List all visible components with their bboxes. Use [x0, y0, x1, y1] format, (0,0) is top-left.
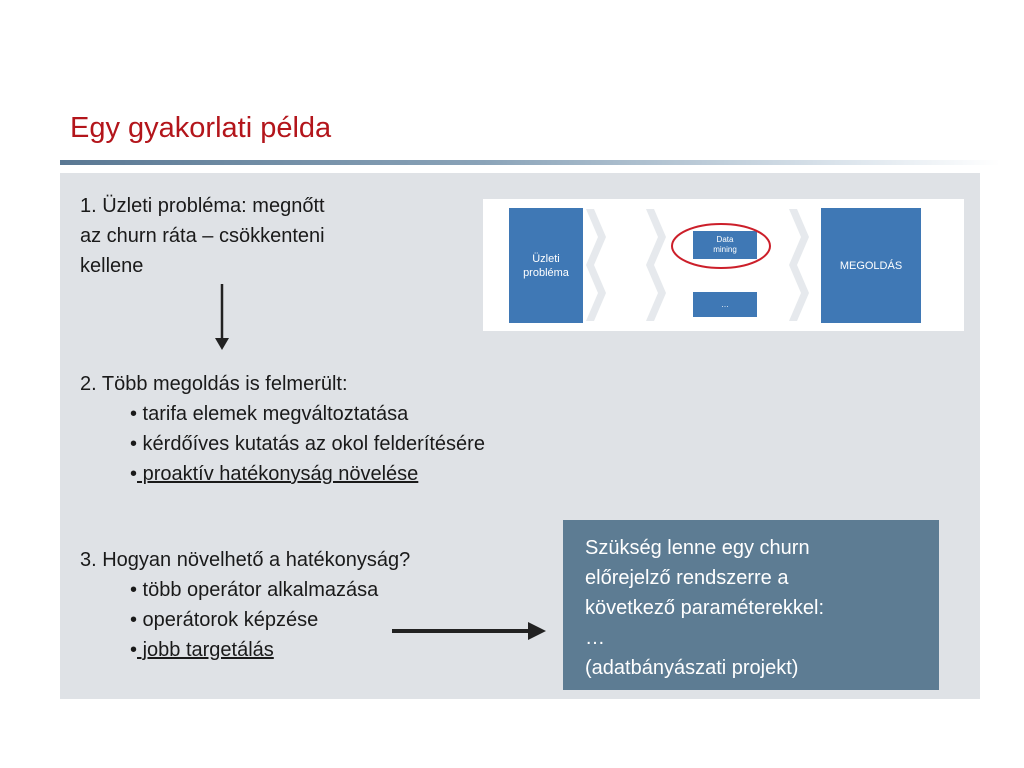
diagram-box-problem-line: Üzleti	[532, 252, 560, 265]
diagram-box-problem	[509, 208, 583, 323]
step1-line: kellene	[80, 255, 144, 277]
diagram-box-datamining-line: mining	[713, 245, 737, 254]
step3-highlight-text: jobb targetálás	[137, 639, 274, 661]
step2-text	[80, 369, 485, 489]
step3-bullet: • több operátor alkalmazása	[130, 579, 379, 601]
step3-heading: 3. Hogyan növelhető a hatékonyság?	[80, 549, 411, 571]
step2-bullet: • tarifa elemek megváltoztatása	[130, 403, 409, 425]
step3-bullet: • operátorok képzése	[130, 609, 319, 631]
down-arrow-icon	[212, 284, 232, 352]
step2-heading: 2. Több megoldás is felmerült:	[80, 373, 348, 395]
chevron-right-icon	[646, 209, 666, 321]
process-diagram	[483, 199, 964, 331]
step1-line: az churn ráta – csökkenteni	[80, 225, 325, 247]
callout-line: előrejelző rendszerre a	[585, 567, 789, 589]
diagram-box-ellipsis: …	[693, 292, 757, 317]
step2-highlight-text: proaktív hatékonyság növelése	[137, 463, 419, 485]
bullet-marker: •	[130, 639, 138, 661]
step3-text	[80, 545, 410, 665]
callout-box	[563, 520, 939, 690]
diagram-box-solution: MEGOLDÁS	[821, 208, 921, 323]
step3-bullet-highlight	[80, 635, 410, 665]
step1-line: 1. Üzleti probléma: megnőtt	[80, 195, 325, 217]
callout-line: Szükség lenne egy churn	[585, 537, 810, 559]
chevron-right-icon	[789, 209, 809, 321]
title-divider	[60, 160, 1000, 165]
bullet-marker: •	[130, 463, 138, 485]
step1-text	[80, 191, 325, 281]
right-arrow-icon	[392, 619, 548, 643]
chevron-right-icon	[586, 209, 606, 321]
callout-line: következő paraméterekkel:	[585, 597, 825, 619]
callout-line: …	[585, 627, 605, 649]
step2-bullet: • kérdőíves kutatás az okol felderítésére	[130, 433, 485, 455]
slide-title: Egy gyakorlati példa	[70, 112, 332, 144]
diagram-box-datamining-line: Data	[716, 235, 734, 244]
step2-bullet-highlight	[80, 459, 485, 489]
highlight-ellipse	[669, 221, 773, 271]
callout-line: (adatbányászati projekt)	[585, 657, 799, 679]
diagram-box-problem-line: probléma	[523, 266, 569, 279]
